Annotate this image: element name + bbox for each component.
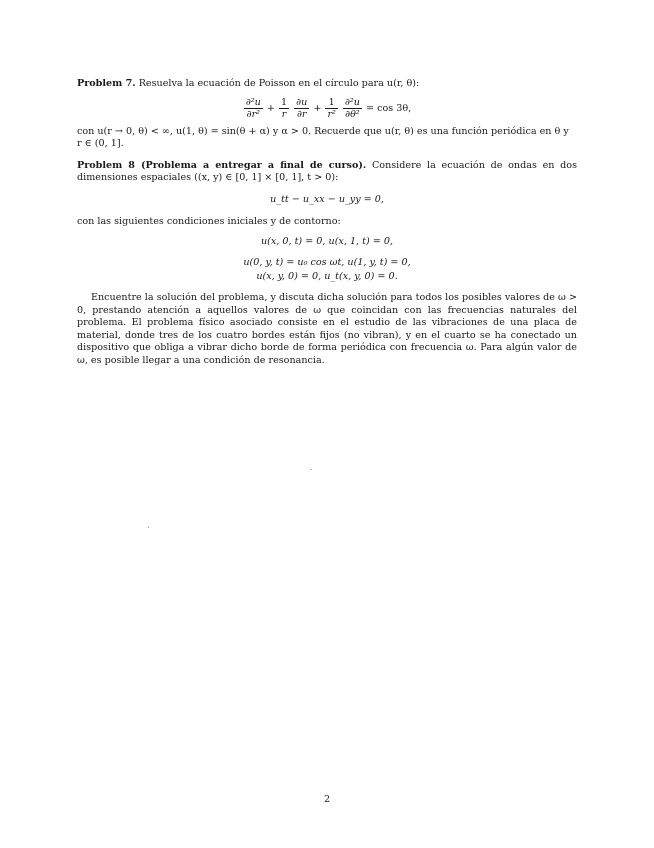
conditions-intro: con las siguientes condiciones iniciales y de contorno: bbox=[77, 215, 341, 227]
problem7-intro: Resuelva la ecuación de Poisson en el círculo para u(r, θ): bbox=[138, 78, 420, 89]
poisson-equation: $\frac{\text{∂²u}}{\text{∂r²}}$ + $\frac{1}{r}$ $\frac{\partial u}{\partial r}$ + $\frac{1}{\text{r²}}$ $\frac{\text{∂²u}}{\text{∂θ²}}$ = cos 3θ, bbox=[245, 96, 412, 120]
term1-fraction: $\frac{\text{∂²u}}{\text{∂r²}}$ bbox=[245, 96, 261, 120]
equation-rhs: = cos 3θ, bbox=[366, 102, 412, 114]
document-page bbox=[77, 78, 577, 368]
problem8-intro: Considere la ecuación de ondas en dos dimensiones espaciales ((x, y) ∈ [0, 1] × [0, 1], t > 0): bbox=[77, 159, 577, 184]
problem8-label: Problem 8 (Problema a entregar a final de curso). bbox=[77, 159, 367, 171]
wave-equation: u_tt − u_xx − u_yy = 0, bbox=[270, 193, 384, 205]
boundary-condition-1: u(x, 0, t) = 0, u(x, 1, t) = 0, bbox=[260, 236, 394, 248]
term2-fraction: $\frac{\partial u}{\partial r}$ bbox=[296, 96, 308, 120]
problem7-label: Problem 7. bbox=[77, 78, 136, 89]
term3-fraction: $\frac{\text{∂²u}}{\text{∂θ²}}$ bbox=[344, 96, 360, 120]
problem7-statement bbox=[77, 78, 577, 91]
initial-conditions: u(x, y, 0) = 0, u_t(x, y, 0) = 0. bbox=[256, 271, 398, 283]
term2-coef-fraction: $\frac{1}{r}$ bbox=[280, 96, 288, 120]
page-number: 2 bbox=[323, 794, 331, 805]
problem8-statement bbox=[77, 160, 577, 185]
problem8-body: Encuentre la solución del problema, y discuta dicha solución para todos los posibles valores de ω > 0, prestando atención a aquellos valores de ω que coincidan con las frecuencias naturales del problema. El problema físico asociado consiste en el estudio de las vibraciones de una placa de material, donde tres de los cuatro bordes están fijos (no vibran), y en el cuarto se ha conectado un dispositivo que obliga a vibrar dicho borde de forma periódica con frecuencia ω. Para algún valor de ω, es posible llegar a una condición de resonancia. bbox=[77, 291, 577, 366]
boundary-condition-2: u(0, y, t) = u₀ cos ωt, u(1, y, t) = 0, bbox=[243, 256, 411, 268]
scan-speck bbox=[311, 469, 312, 470]
problem7-conditions: con u(r → 0, θ) < ∞, u(1, θ) = sin(θ + α) y α > 0. Recuerde que u(r, θ) es una función periódica en θ y r ∈ (0, 1]. bbox=[77, 125, 569, 150]
term3-coef-fraction: $\frac{1}{\text{r²}}$ bbox=[327, 96, 336, 120]
scan-speck bbox=[148, 527, 149, 528]
